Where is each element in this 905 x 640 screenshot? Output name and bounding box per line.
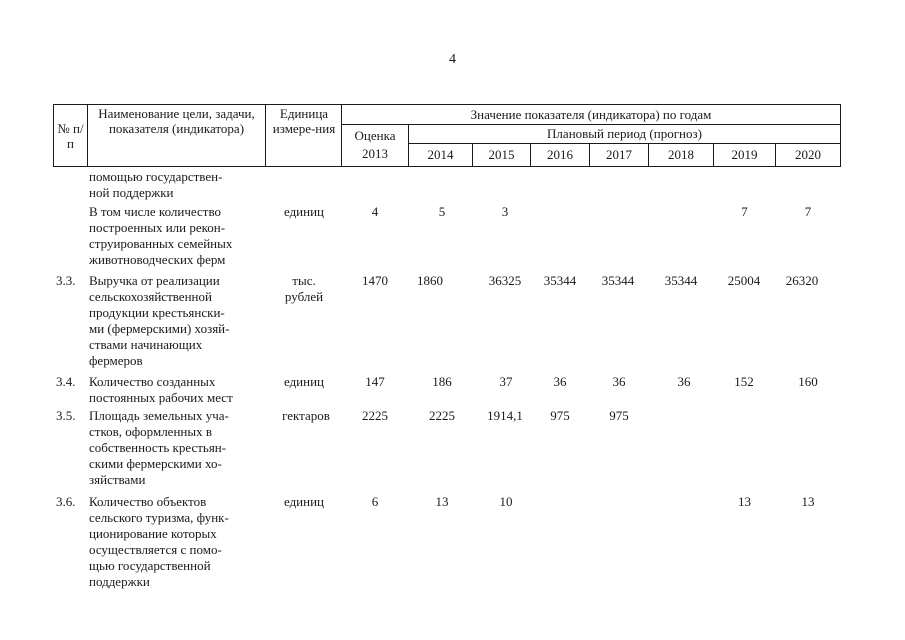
header-col-unit: Единица измере-ния — [272, 106, 336, 136]
row-description — [89, 273, 264, 369]
description-line: постоянных рабочих мест — [89, 390, 233, 405]
header-estimate-label: Оценка — [354, 128, 396, 143]
row-value: 7 — [804, 204, 812, 219]
row-value: 35344 — [664, 273, 698, 288]
row-value: 37 — [499, 374, 513, 389]
description-line: зяйствами — [89, 472, 146, 487]
description-line: помощью государствен- — [89, 169, 223, 184]
unit-line: единиц — [283, 374, 325, 389]
page-number: 4 — [449, 52, 456, 67]
header-year: 2017 — [606, 147, 632, 162]
row-value: 1914,1 — [487, 408, 523, 423]
description-line: ствами начинающих — [89, 337, 203, 352]
header-plan-title: Плановый период (прогноз) — [547, 126, 702, 141]
description-line: ной поддержки — [89, 185, 174, 200]
row-value: 35344 — [601, 273, 635, 288]
row-value: 3 — [501, 204, 509, 219]
description-line: продукции крестьянски- — [89, 305, 225, 320]
description-line: ми (фермерскими) хозяй- — [89, 321, 230, 336]
row-description — [89, 408, 264, 488]
unit-line: рублей — [284, 289, 324, 304]
description-line: фермеров — [89, 353, 143, 368]
row-unit — [268, 374, 340, 390]
row-unit — [268, 273, 340, 305]
description-line: В том числе количество — [89, 204, 221, 219]
row-description — [89, 374, 264, 406]
header-year: 2014 — [427, 147, 454, 162]
description-line: сельскохозяйственной — [89, 289, 212, 304]
row-description — [89, 204, 264, 268]
row-value: 4 — [371, 204, 379, 219]
header-top-border — [53, 104, 841, 105]
row-value: 2225 — [429, 408, 455, 423]
description-line: скими фермерскими хо- — [89, 456, 222, 471]
description-line: Выручка от реализации — [89, 273, 220, 288]
row-value: 1470 — [362, 273, 388, 288]
row-value: 26320 — [785, 273, 819, 288]
description-line: построенных или рекон- — [89, 220, 226, 235]
header-right-border — [840, 104, 841, 166]
header-year: 2020 — [795, 147, 821, 162]
row-unit — [268, 204, 340, 220]
row-value: 36 — [553, 374, 567, 389]
unit-line: тыс. — [292, 273, 316, 288]
row-description — [89, 494, 264, 590]
unit-line: гектаров — [282, 408, 330, 423]
description-line: Площадь земельных уча- — [89, 408, 229, 423]
row-number: 3.6. — [56, 494, 76, 509]
row-value: 152 — [734, 374, 754, 389]
row-value: 13 — [435, 494, 449, 509]
description-line: стков, оформленных в — [89, 424, 212, 439]
description-line: щью государственной — [89, 558, 211, 573]
description-line: осуществляется с помо- — [89, 542, 222, 557]
row-value: 975 — [609, 408, 629, 423]
header-divider-num — [87, 104, 88, 166]
unit-line: единиц — [283, 204, 325, 219]
continuation-text — [89, 169, 264, 201]
header-col-num: № п/п — [57, 121, 84, 151]
row-value: 7 — [741, 204, 748, 219]
description-line: Количество объектов — [89, 494, 207, 509]
row-value: 36 — [612, 374, 626, 389]
row-unit — [268, 494, 340, 510]
row-value: 6 — [371, 494, 379, 509]
description-line: сельского туризма, функ- — [89, 510, 229, 525]
row-value: 147 — [365, 374, 385, 389]
description-line: животноводческих ферм — [89, 252, 226, 267]
row-value: 36325 — [488, 273, 522, 288]
header-year: 2019 — [731, 147, 758, 162]
row-value: 186 — [432, 374, 452, 389]
header-divider-name — [265, 104, 266, 166]
row-value: 1860 — [417, 273, 443, 288]
row-number: 3.5. — [56, 408, 76, 423]
row-value: 10 — [499, 494, 513, 509]
row-value: 25004 — [727, 273, 761, 288]
description-line: собственность крестьян- — [89, 440, 227, 455]
header-year: 2016 — [547, 147, 573, 162]
row-value: 5 — [438, 204, 446, 219]
row-value: 13 — [801, 494, 815, 509]
row-number: 3.3. — [56, 273, 76, 288]
header-col-name: Наименование цели, задачи, показателя (индикатора) — [98, 106, 255, 136]
header-bottom-border — [53, 166, 841, 167]
row-value: 2225 — [362, 408, 388, 423]
header-year: 2018 — [668, 147, 694, 162]
header-group-title: Значение показателя (индикатора) по годам — [470, 107, 712, 122]
header-group-divider — [341, 124, 841, 125]
row-value: 975 — [550, 408, 570, 423]
header-year: 2015 — [488, 147, 515, 162]
row-value: 160 — [798, 374, 818, 389]
row-unit — [270, 408, 342, 424]
description-line: струированных семейных — [89, 236, 233, 251]
row-value: 13 — [738, 494, 751, 509]
row-value: 35344 — [543, 273, 577, 288]
row-value: 36 — [677, 374, 691, 389]
description-line: поддержки — [89, 574, 150, 589]
header-estimate-year: 2013 — [362, 146, 388, 161]
row-number: 3.4. — [56, 374, 76, 389]
description-line: ционирование которых — [89, 526, 217, 541]
unit-line: единиц — [283, 494, 325, 509]
description-line: Количество созданных — [89, 374, 216, 389]
